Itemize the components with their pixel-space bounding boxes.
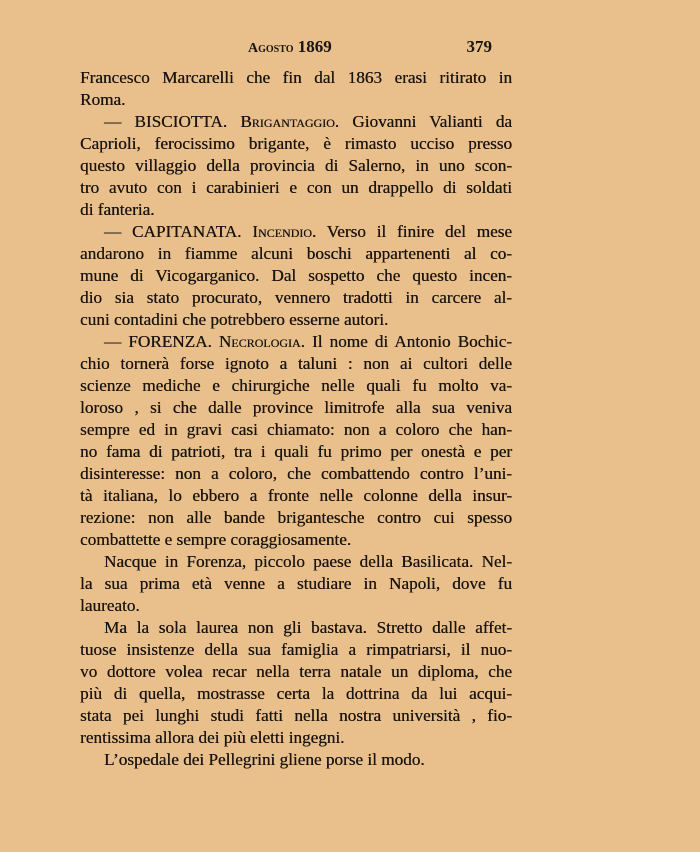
text-segment: Roma. <box>80 90 126 109</box>
text-segment: Verso il finire del mese <box>316 222 512 241</box>
paragraph <box>80 749 512 771</box>
text-line <box>80 353 512 375</box>
page-body-text <box>80 67 512 771</box>
text-segment: rezione: non alle bande brigantesche contro cui spesso <box>80 508 512 527</box>
text-line <box>80 199 512 221</box>
text-segment: Caprioli, ferocissimo brigante, è rimasto ucciso presso <box>80 134 512 153</box>
text-segment: — BISCIOTTA. <box>104 112 241 131</box>
text-line <box>80 265 512 287</box>
text-segment: L’ospedale dei Pellegrini gliene porse il modo. <box>104 750 425 769</box>
text-line <box>80 177 512 199</box>
text-line <box>80 507 512 529</box>
text-segment: stata pei lunghi studi fatti nella nostra università , fio- <box>80 706 512 725</box>
text-segment: disinteresse: non a coloro, che combattendo contro l’uni- <box>80 464 512 483</box>
text-line <box>80 573 512 595</box>
text-line <box>80 89 512 111</box>
text-line <box>80 727 512 749</box>
text-line <box>80 683 512 705</box>
running-header <box>80 37 512 59</box>
text-segment: no fama di patrioti, tra i quali fu primo per onestà e per <box>80 442 512 461</box>
text-segment: Giovanni Valianti da <box>339 112 512 131</box>
text-segment: — FORENZA. <box>104 332 219 351</box>
text-segment: più di quella, mostrasse certa la dottrina da lui acqui- <box>80 684 512 703</box>
text-segment: Nacque in Forenza, piccolo paese della Basilicata. Nel- <box>104 552 512 571</box>
text-segment: tro avuto con i carabinieri e con un drappello di soldati <box>80 178 512 197</box>
text-line <box>80 463 512 485</box>
section-label: Necrologia. <box>218 332 305 351</box>
text-line <box>80 639 512 661</box>
text-line <box>80 155 512 177</box>
text-segment: la sua prima età venne a studiare in Napoli, dove fu <box>80 574 512 593</box>
text-segment: andarono in fiamme alcuni boschi appartenenti al co- <box>80 244 512 263</box>
text-line <box>80 221 512 243</box>
text-line <box>80 705 512 727</box>
paragraph <box>80 111 512 221</box>
text-segment: questo villaggio della provincia di Salerno, in uno scon- <box>80 156 512 175</box>
text-segment: rentissima allora dei più eletti ingegni. <box>80 728 345 747</box>
text-segment: vo dottore volea recar nella terra natale un diploma, che <box>80 662 512 681</box>
text-line <box>80 309 512 331</box>
paragraph <box>80 617 512 749</box>
text-line <box>80 331 512 353</box>
text-segment: cuni contadini che potrebbero esserne autori. <box>80 310 389 329</box>
paragraph <box>80 67 512 111</box>
text-line <box>80 67 512 89</box>
running-title-year: 1869 <box>297 37 332 56</box>
text-line <box>80 133 512 155</box>
text-segment: laureato. <box>80 596 140 615</box>
text-line <box>80 661 512 683</box>
text-segment: sempre ed in gravi casi chiamato: non a coloro che han- <box>80 420 512 439</box>
text-line <box>80 375 512 397</box>
text-segment: loroso , si che dalle province limitrofe alla sua veniva <box>80 398 512 417</box>
paragraph <box>80 221 512 331</box>
text-line <box>80 485 512 507</box>
text-line <box>80 419 512 441</box>
section-label: Incendio. <box>252 222 317 241</box>
text-segment: Ma la sola laurea non gli bastava. Stretto dalle affet- <box>104 618 512 637</box>
text-line <box>80 749 512 771</box>
section-label: Brigantaggio. <box>240 112 340 131</box>
text-segment: di fanteria. <box>80 200 155 219</box>
text-segment: tà italiana, lo ebbero a fronte nelle colonne della insur- <box>80 486 512 505</box>
paragraph <box>80 331 512 551</box>
text-segment: mune di Vicogarganico. Dal sospetto che questo incen- <box>80 266 512 285</box>
page-number: 379 <box>466 37 492 56</box>
running-title-month: Agosto <box>248 41 294 56</box>
text-segment: combattette e sempre coraggiosamente. <box>80 530 352 549</box>
text-segment: scienze mediche e chirurgiche nelle quali fu molto va- <box>80 376 512 395</box>
text-line <box>80 397 512 419</box>
text-line <box>80 617 512 639</box>
text-line <box>80 441 512 463</box>
text-segment: Il nome di Antonio Bochic- <box>304 332 512 351</box>
text-segment: dio sia stato procurato, vennero tradotti in carcere al- <box>80 288 512 307</box>
paragraph <box>80 551 512 617</box>
text-line <box>80 287 512 309</box>
text-line <box>80 595 512 617</box>
text-line <box>80 551 512 573</box>
text-line <box>80 243 512 265</box>
text-segment: chio tornerà forse ignoto a taluni : non ai cultori delle <box>80 354 512 373</box>
text-segment: tuose insistenze della sua famiglia a rimpatriarsi, il nuo- <box>80 640 512 659</box>
running-title <box>248 37 332 57</box>
text-segment: — CAPITANATA. <box>104 222 253 241</box>
text-segment: Francesco Marcarelli che fin dal 1863 erasi ritirato in <box>80 68 512 87</box>
text-line <box>80 529 512 551</box>
text-line <box>80 111 512 133</box>
